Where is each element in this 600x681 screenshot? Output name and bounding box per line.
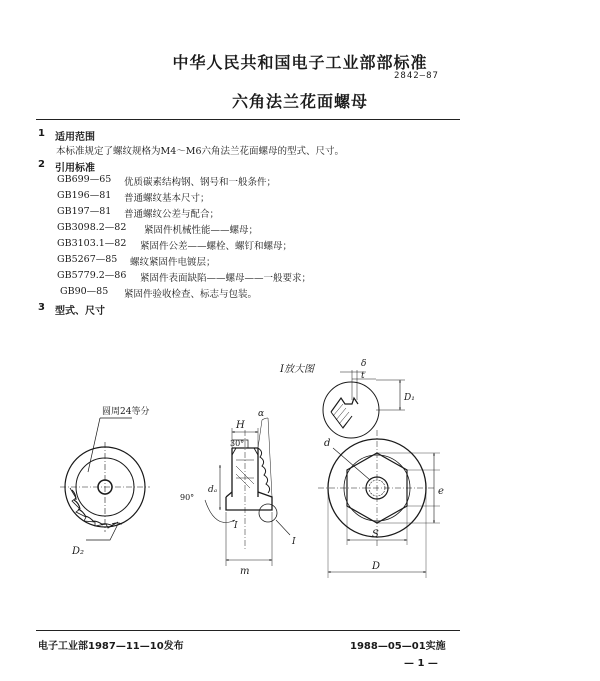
label-d: d	[324, 438, 331, 449]
section-3-heading: 型式、尺寸	[55, 306, 105, 317]
label-alpha: α	[258, 409, 265, 419]
label-S: S	[372, 529, 379, 540]
ref-desc: 普通螺纹公差与配合；	[124, 209, 220, 220]
ref-desc: 紧固件验收检查、标志与包装。	[124, 289, 258, 300]
ref-desc: 螺纹紧固件电镀层；	[130, 257, 216, 268]
effective-date: 1988—05—01实施	[350, 641, 446, 652]
section-3-number: 3	[38, 302, 45, 313]
label-circumference: 圆周24等分	[102, 407, 150, 417]
label-e: e	[438, 486, 444, 497]
issue-date: 电子工业部1987—11—10发布	[38, 641, 184, 652]
bottom-view	[60, 418, 150, 540]
ref-code: GB90—85	[60, 286, 109, 297]
label-detail: I放大图	[280, 364, 314, 375]
label-90-deg: 90°	[180, 493, 195, 502]
ref-code: GB196—81	[57, 190, 112, 201]
label-m: m	[240, 566, 250, 577]
circumference-leader	[88, 418, 132, 472]
label-da: dₐ	[208, 485, 218, 495]
detail-circle	[323, 382, 379, 438]
ref-desc: 紧固件表面缺陷——螺母——一般要求；	[140, 273, 312, 284]
ref-code: GB5779.2—86	[57, 270, 127, 281]
ref-code: GB3103.1—82	[57, 238, 127, 249]
section-1-text: 本标准规定了螺纹规格为M4～M6六角法兰花面螺母的型式、尺寸。	[56, 146, 345, 157]
ref-desc: 普通螺纹基本尺寸；	[124, 193, 210, 204]
label-delta: δ	[361, 359, 367, 369]
ref-code: GB197—81	[57, 206, 112, 217]
footer-divider	[36, 630, 460, 631]
label-H: H	[236, 420, 245, 431]
label-30-deg: 30°	[230, 439, 245, 448]
label-I-bottom: I	[292, 537, 296, 547]
label-D: D	[372, 561, 381, 572]
page-number: — 1 —	[404, 658, 438, 669]
ref-desc: 优质碳素结构钢、钢号和一般条件；	[124, 177, 277, 188]
label-I-side: I	[234, 521, 238, 531]
label-D1: D₁	[404, 393, 415, 403]
document-title: 六角法兰花面螺母	[231, 92, 368, 111]
ref-desc: 紧固件公差——螺栓、螺钉和螺母；	[140, 241, 293, 252]
ref-code: GB699—65	[57, 174, 112, 185]
label-t: t	[361, 371, 365, 381]
ministry-standard-heading: 中华人民共和国电子工业部部标准	[172, 53, 428, 72]
ref-desc: 紧固件机械性能——螺母；	[144, 225, 259, 236]
section-1-heading: 适用范围	[55, 132, 95, 143]
detail-I-circle	[259, 504, 277, 522]
label-d2: D₂	[72, 546, 85, 557]
section-2-number: 2	[38, 159, 45, 170]
ref-code: GB3098.2—82	[57, 222, 127, 233]
section-2-heading: 引用标准	[55, 163, 95, 174]
side-view	[205, 418, 290, 566]
section-1-number: 1	[38, 128, 45, 139]
standard-number: 2842—87	[394, 71, 439, 81]
top-view	[318, 430, 440, 578]
ref-code: GB5267—85	[57, 254, 118, 265]
